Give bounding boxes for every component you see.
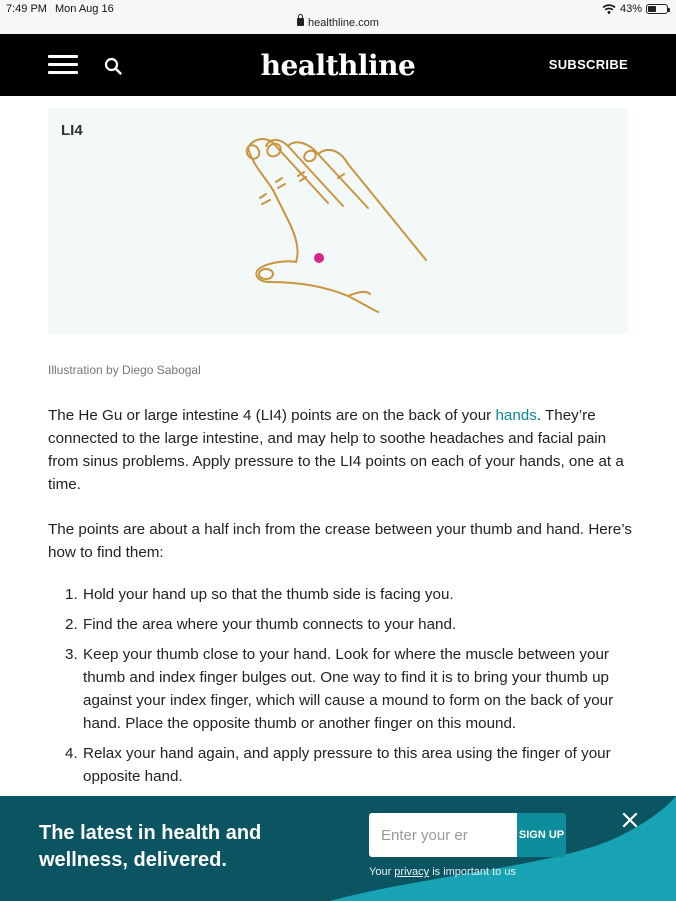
newsletter-title: The latest in health and wellness, delivered. (39, 822, 262, 871)
url-text: healthline.com (308, 17, 379, 29)
healthline-logo[interactable]: healthline (260, 49, 416, 82)
menu-icon[interactable] (48, 55, 78, 75)
steps-list (48, 583, 638, 788)
hand-drawing (48, 108, 628, 334)
status-time: 7:49 PM (6, 3, 47, 15)
list-item: 4. Relax your hand again, and apply pressure to this area using the finger of your opposite hand. (65, 745, 611, 785)
acupressure-point (314, 253, 324, 263)
close-icon[interactable] (620, 810, 640, 830)
wifi-icon (602, 4, 616, 14)
status-right (602, 3, 668, 15)
battery-percent: 43% (619, 3, 642, 15)
li4-illustration (48, 108, 628, 334)
privacy-link[interactable]: privacy (394, 866, 430, 878)
list-item: 2. Find the area where your thumb connects to your hand. (65, 616, 457, 633)
search-icon[interactable] (104, 57, 122, 75)
subscribe-button[interactable]: SUBSCRIBE (548, 57, 628, 72)
hands-link[interactable]: hands (495, 407, 537, 424)
list-item: 1. Hold your hand up so that the thumb side is facing you. (65, 586, 454, 603)
address-bar[interactable] (0, 17, 676, 29)
privacy-note: Your privacy is important to us (369, 866, 516, 878)
status-bar (0, 0, 676, 34)
lock-icon (297, 18, 304, 26)
newsletter-banner (0, 796, 676, 901)
list-item: 3. Keep your thumb close to your hand. Look for where the muscle between your thumb and index finger bulges out. One way to find it is to bring your thumb up against your index finger, which will cause a mound to form on the back of your hand. Place the opposite thumb or another finger on this mound. (65, 646, 614, 732)
email-field[interactable] (369, 813, 517, 857)
paragraph-location: The points are about a half inch from the crease between your thumb and hand. Here’s how to find them: (48, 521, 632, 561)
illustration-label: LI4 (61, 122, 83, 139)
battery-icon (646, 4, 668, 14)
site-header (0, 34, 676, 96)
sign-up-button[interactable]: SIGN UP (517, 813, 566, 857)
illustration-caption: Illustration by Diego Sabogal (48, 363, 201, 377)
status-left (6, 3, 114, 15)
paragraph-intro: The He Gu or large intestine 4 (LI4) points are on the back of your hands. They’re connected to the large intestine, and may help to soothe headaches and facial pain from sinus problems. Apply pressure to the LI4 points on each of your hands, one at a time. (48, 407, 624, 493)
status-date: Mon Aug 16 (54, 3, 114, 15)
article-body (48, 404, 638, 795)
battery-fill (648, 6, 656, 12)
